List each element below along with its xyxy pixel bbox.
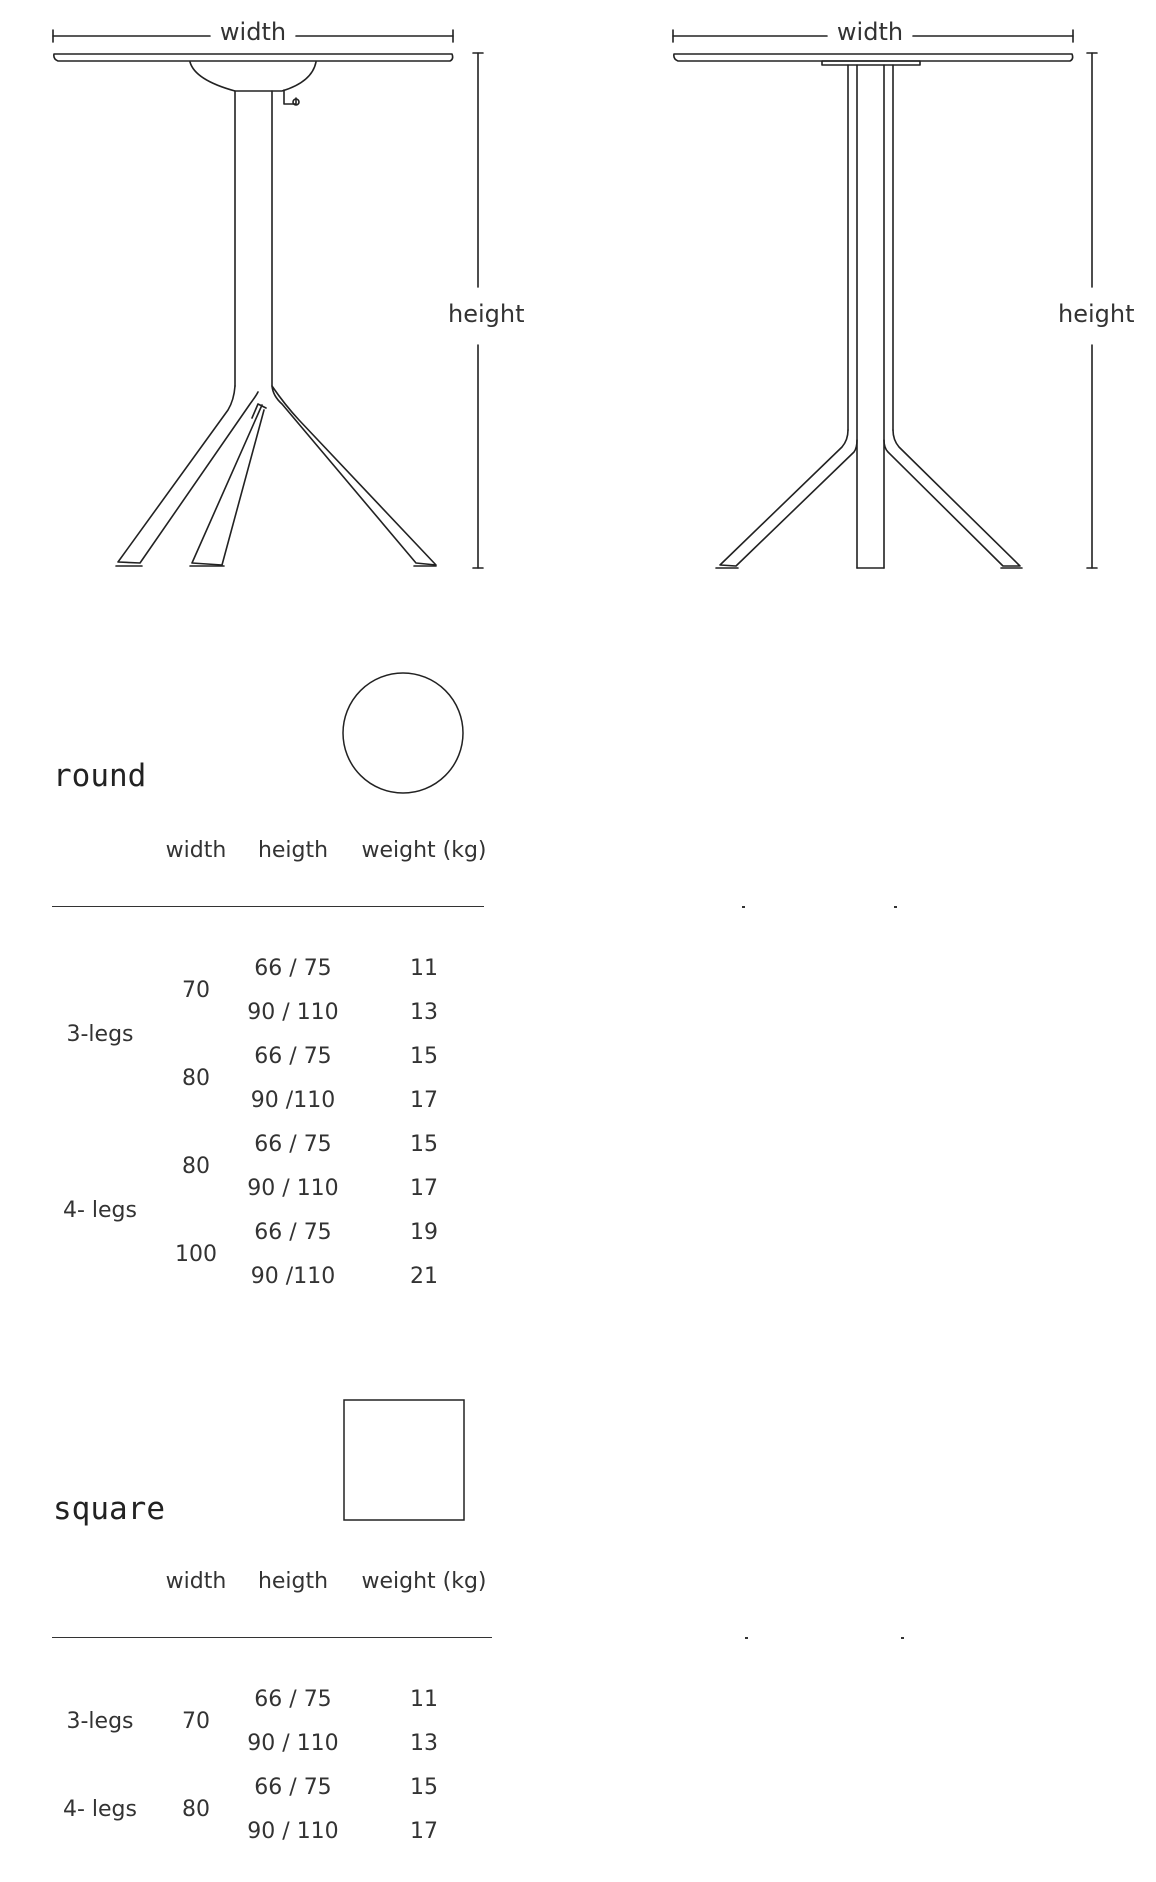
round-header-width: width (165, 838, 227, 863)
weight-value: 15 (410, 1775, 438, 1800)
weight-value: 13 (410, 1000, 438, 1025)
width-value: 70 (182, 1709, 210, 1734)
stray-mark (745, 1637, 748, 1639)
legs-label: 4- legs (62, 1198, 137, 1223)
weight-value: 17 (410, 1819, 438, 1844)
weight-value: 19 (410, 1220, 438, 1245)
square-header-width: width (165, 1569, 227, 1594)
width-value: 70 (182, 978, 210, 1003)
height-value: 66 / 75 (254, 956, 332, 981)
square-header-height: heigth (257, 1569, 329, 1594)
weight-value: 17 (410, 1088, 438, 1113)
weight-value: 11 (410, 956, 438, 981)
width-value: 80 (182, 1154, 210, 1179)
height-value: 66 / 75 (254, 1687, 332, 1712)
weight-value: 15 (410, 1044, 438, 1069)
square-title: square (53, 1491, 165, 1527)
right-width-label: width (836, 18, 904, 46)
round-shape-icon (343, 673, 463, 793)
stray-mark (742, 906, 745, 908)
left-height-label: height (448, 300, 525, 328)
height-value: 90 / 110 (247, 1819, 339, 1844)
round-header-rule (52, 906, 484, 907)
weight-value: 15 (410, 1132, 438, 1157)
width-value: 80 (182, 1797, 210, 1822)
right-table-drawing (673, 30, 1097, 568)
height-value: 90 / 110 (247, 1176, 339, 1201)
legs-label: 4- legs (62, 1797, 137, 1822)
height-value: 90 / 110 (247, 1731, 339, 1756)
square-header-rule (52, 1637, 492, 1638)
height-value: 90 /110 (250, 1264, 336, 1289)
technical-drawings (0, 0, 1156, 600)
height-value: 66 / 75 (254, 1132, 332, 1157)
legs-label: 3-legs (66, 1709, 134, 1734)
left-table-drawing (53, 30, 483, 568)
width-value: 80 (182, 1066, 210, 1091)
weight-value: 21 (410, 1264, 438, 1289)
square-shape-icon (344, 1400, 464, 1520)
legs-label: 3-legs (66, 1022, 134, 1047)
height-value: 90 / 110 (247, 1000, 339, 1025)
height-value: 90 /110 (250, 1088, 336, 1113)
left-width-label: width (219, 18, 287, 46)
stray-mark (894, 906, 897, 908)
stray-mark (901, 1637, 904, 1639)
weight-value: 17 (410, 1176, 438, 1201)
height-value: 66 / 75 (254, 1220, 332, 1245)
round-title: round (53, 758, 147, 794)
width-value: 100 (175, 1242, 217, 1267)
right-height-label: height (1058, 300, 1135, 328)
square-header-weight: weight (kg) (361, 1569, 487, 1594)
height-value: 66 / 75 (254, 1775, 332, 1800)
weight-value: 11 (410, 1687, 438, 1712)
weight-value: 13 (410, 1731, 438, 1756)
round-header-height: heigth (257, 838, 329, 863)
height-value: 66 / 75 (254, 1044, 332, 1069)
round-header-weight: weight (kg) (361, 838, 487, 863)
